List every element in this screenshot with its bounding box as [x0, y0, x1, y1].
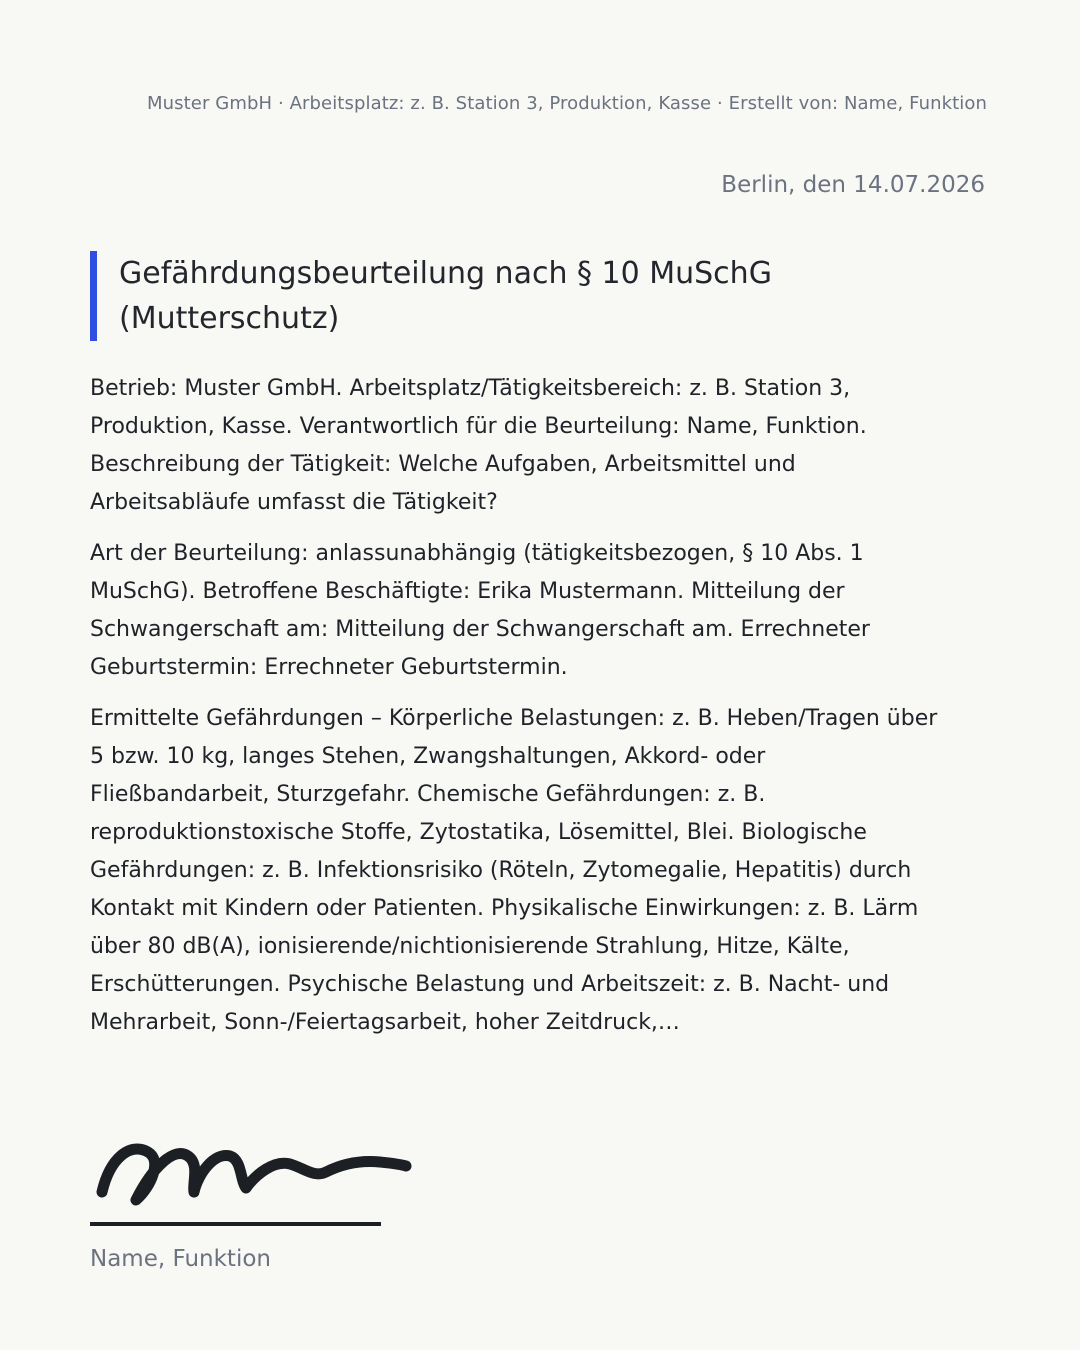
paragraph-hazards: Ermittelte Gefährdungen – Körperliche Belastungen: z. B. Heben/Tragen über 5 bzw. 10 kg, langes Stehen, Zwangshaltungen, Akkord- oder Fließbandarbeit, Sturzgefahr. Chemische Gefährdungen: z. B. reproduktionstoxische Stoffe, Zytostatika, Lösemittel, Blei. Biologische Gefährdungen: z. B. Infektionsrisiko (Röteln, Zytomegalie, Hepatitis) durch Kontakt mit Kindern oder Patienten. Physikalische Einwirkungen: z. B. Lärm über 80 dB(A), ionisierende/nichtionisierende Strahlung, Hitze, Kälte, Erschütterungen. Psychische Belastung und Arbeitszeit: z. B. Nacht- und Mehrarbeit, Sonn-/Feiertagsarbeit, hoher Zeitdruck,… [90, 706, 938, 1035]
handwritten-signature [90, 1130, 420, 1215]
paragraph-company-details: Betrieb: Muster GmbH. Arbeitsplatz/Tätigkeitsbereich: z. B. Station 3, Produktion, Kasse. Verantwortlich für die Beurteilung: Name, Funktion. Beschreibung der Tätigkeit: Welche Aufgaben, Arbeitsmittel und Arbeitsabläufe umfasst die Tätigkeit? [90, 376, 867, 515]
paragraph-assessment-type: Art der Beurteilung: anlassunabhängig (tätigkeitsbezogen, § 10 Abs. 1 MuSchG). Betroffene Beschäftigte: Erika Mustermann. Mitteilung der Schwangerschaft am: Mitteilung der Schwangerschaft am. Errechneter Geburtstermin: Errechneter Geburtstermin. [90, 541, 870, 680]
title-block [90, 251, 919, 341]
signature-caption: Name, Funktion [90, 1246, 271, 1272]
document-date: Berlin, den 14.07.2026 [721, 172, 985, 198]
document-body [90, 370, 950, 1055]
signature-line [90, 1222, 381, 1226]
document-meta-header: Muster GmbH · Arbeitsplatz: z. B. Station 3, Produktion, Kasse · Erstellt von: Name, Funktion [147, 93, 987, 114]
document-title: Gefährdungsbeurteilung nach § 10 MuSchG (Mutterschutz) [119, 256, 772, 336]
